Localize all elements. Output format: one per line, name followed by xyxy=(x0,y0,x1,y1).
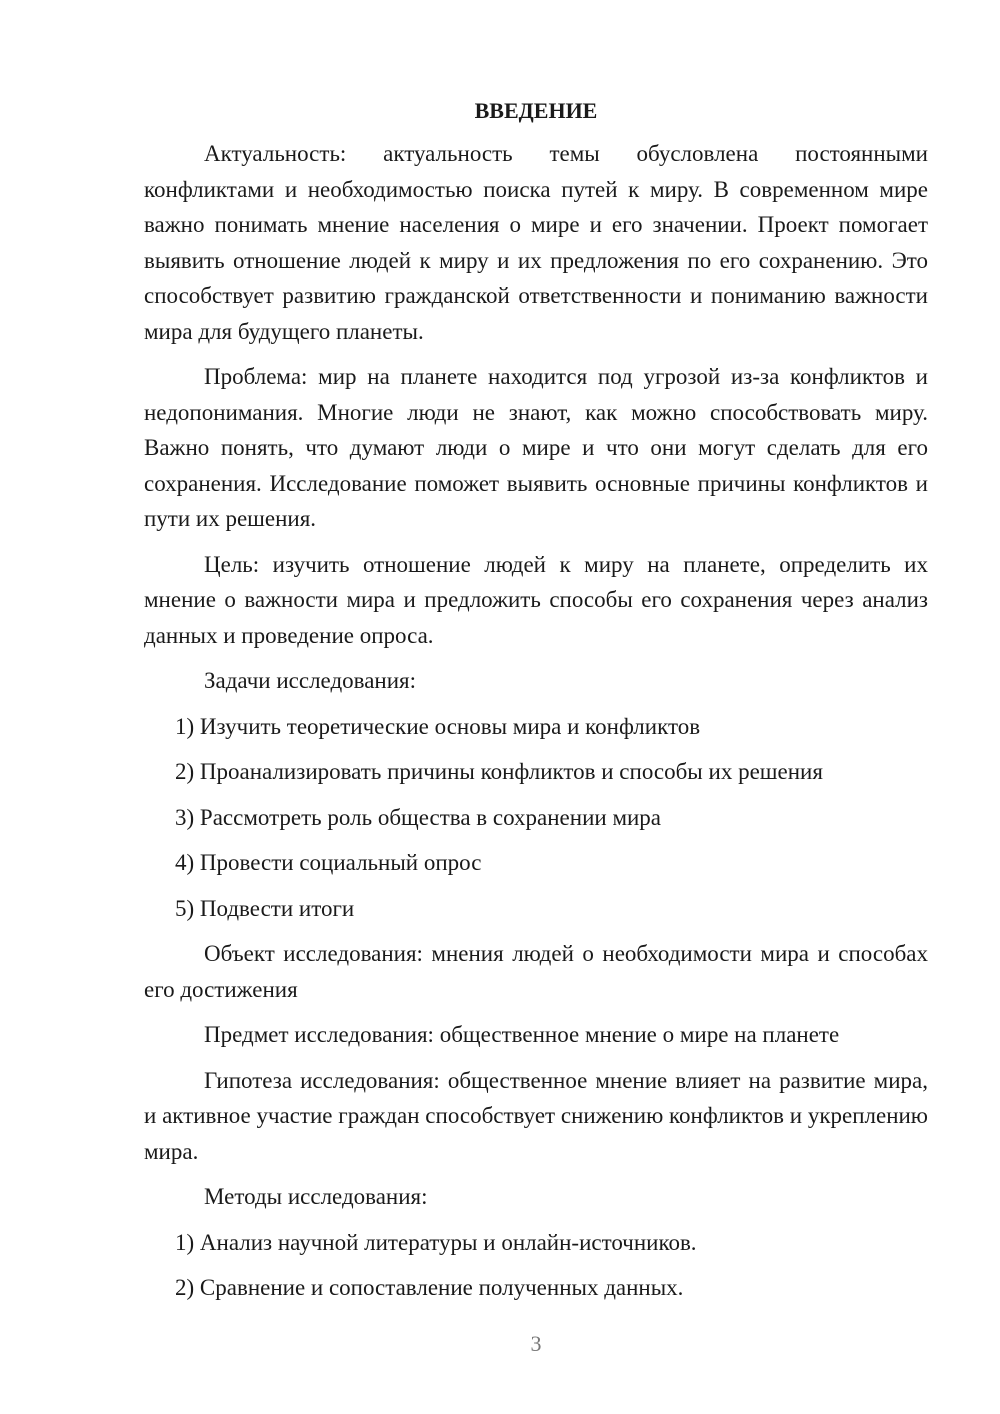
methods-list xyxy=(144,1225,928,1306)
list-item: 2) Проанализировать причины конфликтов и способы их решения xyxy=(175,759,823,784)
tasks-heading: Задачи исследования: xyxy=(204,668,417,693)
list-item: 2) Сравнение и сопоставление полученных данных. xyxy=(175,1275,684,1300)
page-number: 3 xyxy=(530,1331,542,1356)
problem-paragraph: Проблема: мир на планете находится под угрозой из-за конфликтов и недопонимания. Многие люди не знают, как можно способствовать миру. Важно понять, что думают люди о мире и что они могут сделать для его сохранения. Исследование поможет выявить основные причины конфликтов и пути их решения. xyxy=(144,364,928,531)
page-content xyxy=(144,96,928,1316)
methods-heading: Методы исследования: xyxy=(204,1184,428,1209)
list-item: 4) Провести социальный опрос xyxy=(175,850,482,875)
subject-paragraph: Предмет исследования: общественное мнение о мире на планете xyxy=(204,1022,840,1047)
list-item: 5) Подвести итоги xyxy=(175,895,355,921)
list-item: 1) Анализ научной литературы и онлайн-источников. xyxy=(175,1229,697,1255)
goal-paragraph: Цель: изучить отношение людей к миру на планете, определить их мнение о важности мира и предложить способы его сохранения через анализ данных и проведение опроса. xyxy=(144,551,928,648)
hypothesis-paragraph: Гипотеза исследования: общественное мнение влияет на развитие мира, и активное участие граждан способствует снижению конфликтов и укреплению мира. xyxy=(144,1067,928,1164)
object-paragraph: Объект исследования: мнения людей о необходимости мира и способах его достижения xyxy=(144,941,928,1002)
list-item: 1) Изучить теоретические основы мира и конфликтов xyxy=(175,713,701,739)
relevance-paragraph: Актуальность: актуальность темы обусловлена постоянными конфликтами и необходимостью поиска путей к миру. В современном мире важно понимать мнение населения о мире и его значении. Проект помогает выявить отношение людей к миру и их предложения по его сохранению. Это способствует развитию гражданской ответственности и пониманию важности мира для будущего планеты. xyxy=(144,141,928,344)
section-title: ВВЕДЕНИЕ xyxy=(474,98,598,123)
tasks-list xyxy=(144,709,928,927)
list-item: 3) Рассмотреть роль общества в сохранении мира xyxy=(175,804,662,830)
